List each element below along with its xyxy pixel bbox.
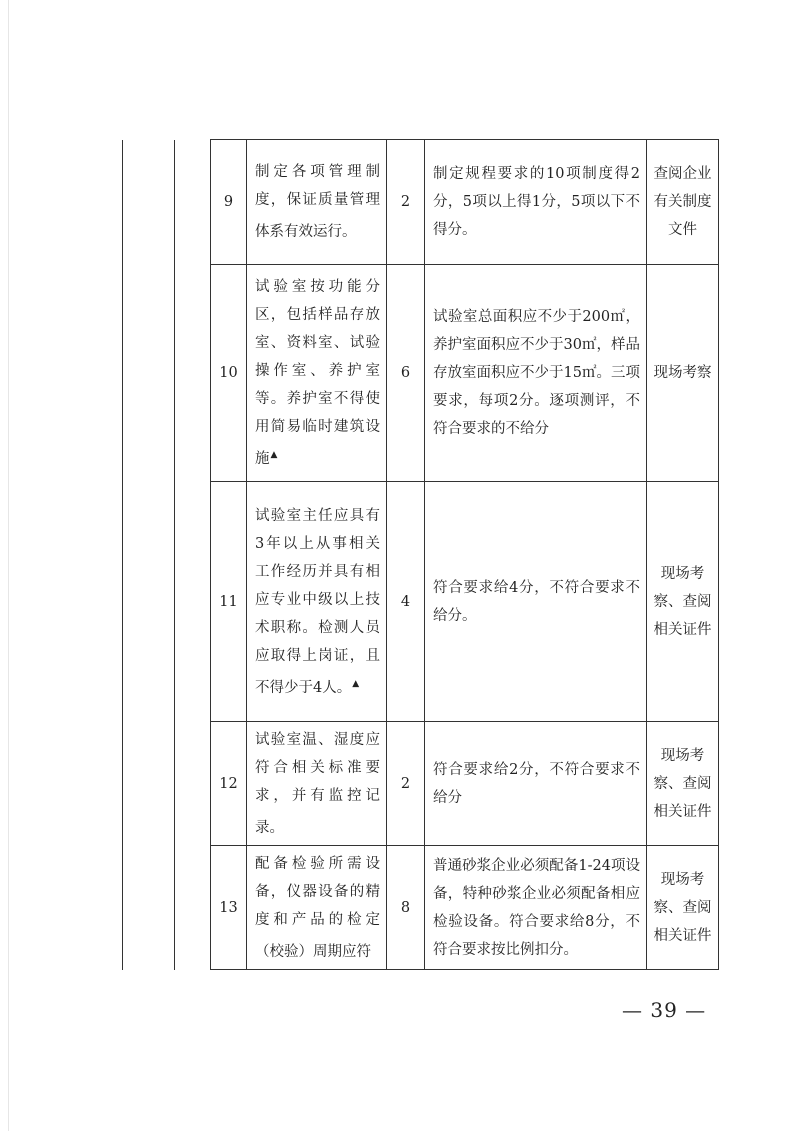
item-number: 9 <box>211 140 247 265</box>
item-number: 10 <box>211 265 247 482</box>
key-item-flag: ▲ <box>270 450 278 461</box>
requirement-cell <box>247 722 387 846</box>
page-edge-line <box>8 0 9 1131</box>
table-row <box>123 265 719 482</box>
inspection-method-cell: 查阅企业有关制度文件 <box>647 140 719 265</box>
scoring-rule-cell: 符合要求给2分，不符合要求不给分 <box>425 722 647 846</box>
key-item-flag: ▲ <box>352 678 360 689</box>
blank-cell <box>175 846 211 970</box>
score-cell: 2 <box>387 140 425 265</box>
score-cell: 6 <box>387 265 425 482</box>
requirement-text: 制定各项管理制度，保证质量管理体系有效运行。 <box>255 164 380 240</box>
page-number: — 39 — <box>622 998 707 1022</box>
inspection-method-cell: 现场考察、查阅相关证件 <box>647 722 719 846</box>
scoring-rule-cell: 普通砂浆企业必须配备1-24项设备，特种砂浆企业必须配备相应检验设备。符合要求给8分，不符合要求按比例扣分。 <box>425 846 647 970</box>
requirement-cell <box>247 140 387 265</box>
requirement-text: 试验室温、湿度应符合相关标准要求，并有监控记录。 <box>255 731 380 836</box>
inspection-method-cell: 现场考察、查阅相关证件 <box>647 482 719 722</box>
blank-cell <box>123 722 175 846</box>
scoring-rule-cell: 制定规程要求的10项制度得2分，5项以上得1分，5项以下不得分。 <box>425 140 647 265</box>
blank-cell <box>175 265 211 482</box>
blank-cell <box>123 265 175 482</box>
score-cell: 8 <box>387 846 425 970</box>
blank-cell <box>123 140 175 265</box>
item-number: 12 <box>211 722 247 846</box>
scoring-table <box>122 139 719 970</box>
scoring-rule-cell: 试验室总面积应不少于200㎡，养护室面积应不少于30㎡，样品存放室面积应不少于15㎡。三项要求，每项2分。逐项测评，不符合要求的不给分 <box>425 265 647 482</box>
table-row <box>123 846 719 970</box>
table-row <box>123 722 719 846</box>
blank-cell <box>123 482 175 722</box>
requirement-text: 配备检验所需设备，仪器设备的精度和产品的检定（校验）周期应符 <box>255 855 380 960</box>
requirement-cell <box>247 846 387 970</box>
requirement-text: 试验室主任应具有3年以上从事相关工作经历并具有相应专业中级以上技术职称。检测人员应取得上岗证，且不得少于4人。 <box>255 507 380 696</box>
blank-cell <box>123 846 175 970</box>
score-cell: 2 <box>387 722 425 846</box>
item-number: 13 <box>211 846 247 970</box>
scoring-rule-cell: 符合要求给4分，不符合要求不给分。 <box>425 482 647 722</box>
inspection-method-cell: 现场考察、查阅相关证件 <box>647 846 719 970</box>
item-number: 11 <box>211 482 247 722</box>
table-row <box>123 482 719 722</box>
blank-cell <box>175 140 211 265</box>
blank-cell <box>175 722 211 846</box>
inspection-method-cell: 现场考察 <box>647 265 719 482</box>
requirement-cell <box>247 482 387 722</box>
requirement-text: 试验室按功能分区，包括样品存放室、资料室、试验操作室、养护室等。养护室不得使用简易临时建筑设施 <box>255 279 380 467</box>
blank-cell <box>175 482 211 722</box>
table-row <box>123 140 719 265</box>
score-cell: 4 <box>387 482 425 722</box>
requirement-cell <box>247 265 387 482</box>
